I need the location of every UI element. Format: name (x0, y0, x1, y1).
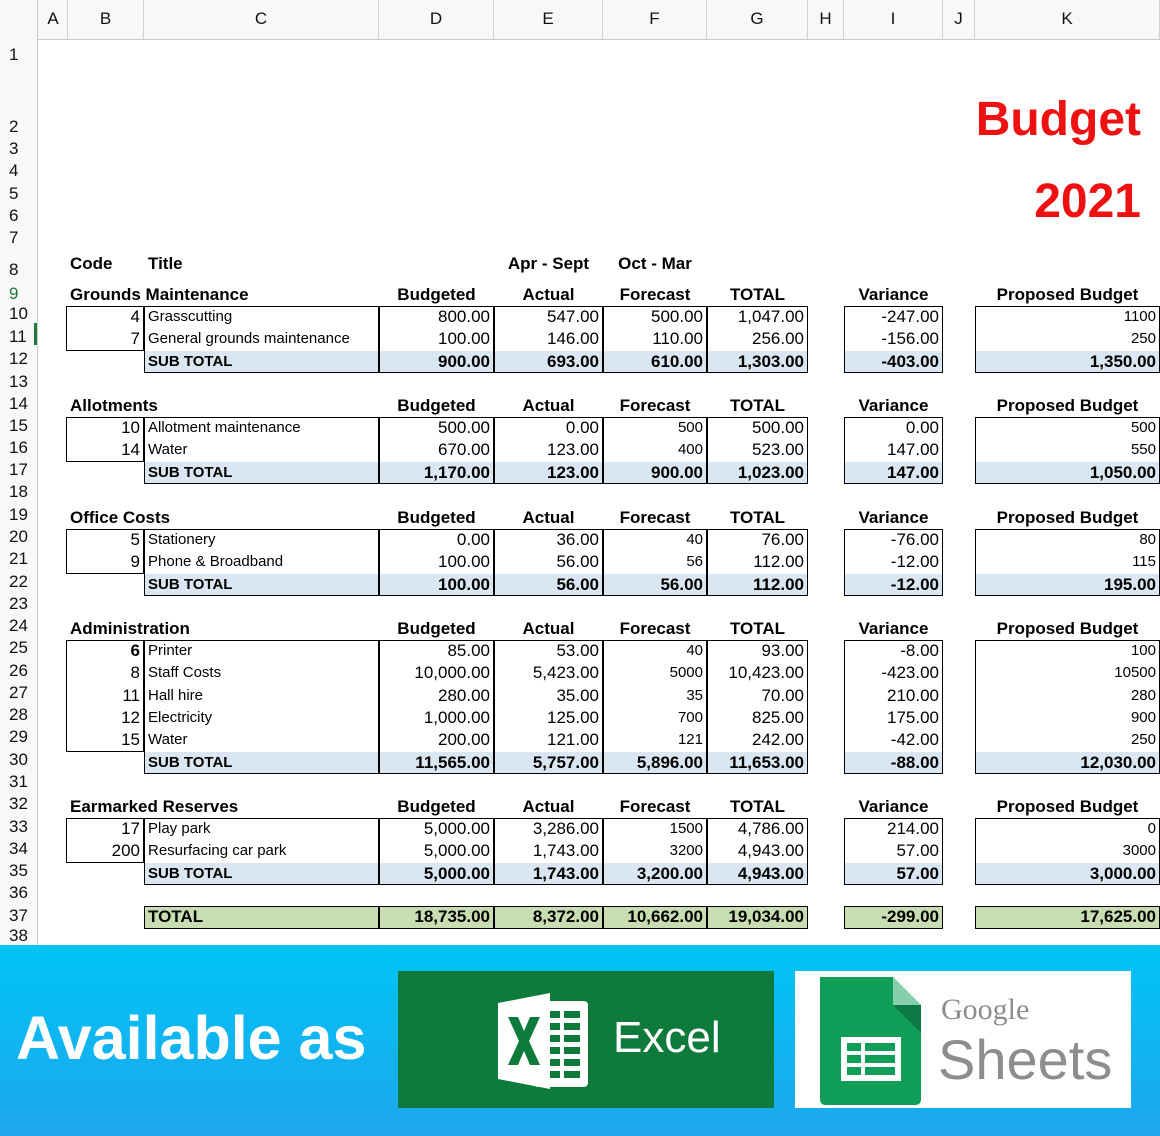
subtotal-label[interactable]: SUB TOTAL (148, 753, 233, 771)
column-header-j[interactable]: J (943, 0, 975, 40)
row-header-12[interactable]: 12 (9, 349, 28, 368)
row-header-33[interactable]: 33 (9, 817, 28, 836)
proposed-cell[interactable]: 250 (1130, 330, 1156, 348)
total-cell[interactable]: 76.00 (761, 530, 804, 549)
forecast-cell[interactable]: 40 (686, 531, 703, 548)
row-header-31[interactable]: 31 (9, 772, 28, 791)
column-header-f[interactable]: F (603, 0, 707, 40)
proposed-cell[interactable]: 1100 (1123, 308, 1156, 325)
excel-label: Excel (613, 1013, 721, 1062)
row-header-24[interactable]: 24 (9, 616, 28, 635)
total-cell[interactable]: 93.00 (761, 641, 804, 660)
row-header-32[interactable]: 32 (9, 794, 28, 813)
item-title[interactable]: Printer (148, 642, 193, 659)
section-title-office-costs[interactable]: Office Costs (70, 508, 171, 527)
proposed-cell[interactable]: 3000 (1122, 842, 1156, 860)
total-cell[interactable]: 242.00 (752, 730, 804, 750)
section-title-earmarked-reserves[interactable]: Earmarked Reserves (70, 797, 239, 816)
grand-total-label[interactable]: TOTAL (148, 907, 204, 926)
item-title[interactable]: Electricity (148, 708, 213, 726)
col-header-actual[interactable]: Actual (522, 619, 575, 638)
item-code[interactable]: 14 (121, 440, 140, 460)
row-header-26[interactable]: 26 (9, 661, 28, 680)
row-header-16[interactable]: 16 (9, 438, 28, 457)
col-header-budgeted[interactable]: Budgeted (397, 619, 476, 638)
subtotal-actual[interactable]: 5,757.00 (532, 752, 599, 772)
column-header-i[interactable]: I (844, 0, 943, 40)
col-header-proposed[interactable]: Proposed Budget (996, 619, 1139, 638)
subtotal-label[interactable]: SUB TOTAL (148, 352, 233, 370)
item-code[interactable]: 11 (122, 685, 140, 705)
item-title[interactable]: Phone & Broadband (148, 553, 284, 571)
forecast-cell[interactable]: 400 (677, 441, 703, 459)
row-header-3[interactable]: 3 (9, 139, 19, 158)
budgeted-cell[interactable]: 800.00 (438, 307, 490, 326)
grand-total-budgeted[interactable]: 18,735.00 (414, 907, 490, 926)
excel-badge[interactable] (398, 971, 774, 1108)
row-header-36[interactable]: 36 (9, 883, 28, 902)
item-title[interactable]: Staff Costs (148, 664, 222, 682)
subtotal-actual[interactable]: 123.00 (547, 462, 599, 482)
item-title[interactable]: Stationery (148, 531, 216, 548)
subtotal-label[interactable]: SUB TOTAL (148, 463, 233, 481)
title-header[interactable]: Title (148, 254, 183, 273)
col-header-total[interactable]: TOTAL (729, 285, 786, 304)
proposed-cell[interactable]: 10500 (1114, 664, 1156, 682)
row-header-21[interactable]: 21 (9, 549, 28, 568)
item-title[interactable]: Allotment maintenance (148, 419, 301, 436)
grand-total-forecast[interactable]: 10,662.00 (627, 907, 703, 926)
row-header-34[interactable]: 34 (9, 839, 28, 858)
row-header-13[interactable]: 13 (9, 372, 28, 391)
total-cell[interactable]: 70.00 (761, 685, 804, 705)
sheets-label: Sheets (938, 1028, 1113, 1091)
row-header-30[interactable]: 30 (9, 750, 28, 769)
subtotal-proposed[interactable]: 1,050.00 (1089, 462, 1156, 482)
select-all-corner[interactable] (0, 0, 38, 40)
subtotal-variance[interactable]: 147.00 (887, 462, 939, 482)
subtotal-forecast[interactable]: 5,896.00 (636, 752, 703, 772)
row-header-27[interactable]: 27 (9, 683, 28, 702)
variance-cell[interactable]: -76.00 (890, 530, 939, 549)
col-header-budgeted[interactable]: Budgeted (397, 508, 476, 527)
subtotal-budgeted[interactable]: 900.00 (438, 351, 490, 371)
column-header-bar (0, 0, 1160, 40)
total-cell[interactable]: 4,943.00 (737, 841, 804, 861)
column-header-b[interactable]: B (68, 0, 144, 40)
subtotal-forecast[interactable]: 3,200.00 (636, 863, 703, 883)
col-header-actual[interactable]: Actual (522, 396, 575, 415)
item-code[interactable]: 17 (121, 819, 140, 838)
subtotal-proposed[interactable]: 1,350.00 (1089, 351, 1156, 371)
subtotal-variance[interactable]: -88.00 (890, 752, 939, 772)
variance-cell[interactable]: 57.00 (896, 841, 939, 861)
total-cell[interactable]: 112.00 (753, 552, 804, 572)
col-header-forecast[interactable]: Forecast (619, 396, 691, 415)
proposed-cell[interactable]: 900 (1130, 708, 1156, 726)
proposed-cell[interactable]: 80 (1139, 531, 1156, 548)
row-header-29[interactable]: 29 (9, 727, 28, 746)
variance-cell[interactable]: -247.00 (881, 307, 939, 326)
section-title-administration[interactable]: Administration (70, 619, 190, 638)
actual-cell[interactable]: 1,743.00 (532, 841, 599, 861)
variance-cell[interactable]: 214.00 (887, 819, 939, 838)
proposed-cell[interactable]: 115 (1132, 553, 1156, 571)
item-code[interactable]: 15 (121, 730, 140, 750)
forecast-cell[interactable]: 1500 (669, 820, 703, 837)
forecast-cell[interactable]: 5000 (669, 664, 703, 682)
row-header-15[interactable]: 15 (9, 416, 28, 435)
row-header-22[interactable]: 22 (9, 572, 28, 591)
section-title-grounds-maintenance[interactable]: Grounds Maintenance (70, 285, 249, 304)
total-cell[interactable]: 523.00 (752, 440, 804, 460)
proposed-cell[interactable]: 280 (1130, 686, 1156, 704)
item-code[interactable]: 200 (111, 841, 140, 861)
variance-cell[interactable]: -423.00 (881, 663, 939, 683)
item-code[interactable]: 4 (130, 307, 140, 326)
row-header-37[interactable]: 37 (9, 906, 28, 925)
budgeted-cell[interactable]: 200.00 (438, 730, 490, 750)
forecast-cell[interactable]: 56 (686, 553, 703, 571)
promo-banner (0, 945, 1160, 1136)
col-header-forecast[interactable]: Forecast (619, 619, 691, 638)
total-cell[interactable]: 10,423.00 (728, 663, 804, 683)
actual-cell[interactable]: 121.00 (547, 730, 599, 750)
col-header-budgeted[interactable]: Budgeted (397, 797, 476, 816)
col-header-proposed[interactable]: Proposed Budget (996, 285, 1139, 304)
variance-cell[interactable]: -156.00 (881, 329, 939, 349)
subtotal-forecast[interactable]: 900.00 (651, 462, 703, 482)
col-header-forecast[interactable]: Forecast (619, 508, 691, 527)
row-header-11[interactable]: 11 (9, 327, 27, 346)
subtotal-proposed[interactable]: 3,000.00 (1089, 863, 1156, 883)
row-header-9[interactable]: 9 (9, 284, 19, 303)
subtotal-budgeted[interactable]: 100.00 (438, 574, 490, 594)
col-header-actual[interactable]: Actual (522, 285, 575, 304)
variance-cell[interactable]: 147.00 (887, 440, 939, 460)
title-year: 2021 (1034, 175, 1141, 228)
subtotal-budgeted[interactable]: 11,565.00 (415, 752, 490, 772)
budgeted-cell[interactable]: 1,000.00 (423, 707, 490, 727)
column-header-k[interactable]: K (975, 0, 1160, 40)
col-header-proposed[interactable]: Proposed Budget (996, 508, 1139, 527)
actual-cell[interactable]: 123.00 (547, 440, 599, 460)
col-header-variance[interactable]: Variance (858, 396, 929, 415)
budgeted-cell[interactable]: 5,000.00 (423, 841, 490, 861)
proposed-cell[interactable]: 0 (1147, 820, 1156, 837)
col-header-budgeted[interactable]: Budgeted (397, 396, 476, 415)
col-header-total[interactable]: TOTAL (729, 396, 786, 415)
row-header-7[interactable]: 7 (9, 228, 19, 247)
row-header-8[interactable]: 8 (9, 260, 19, 279)
variance-cell[interactable]: 175.00 (887, 707, 939, 727)
col-header-total[interactable]: TOTAL (729, 508, 786, 527)
subtotal-actual[interactable]: 1,743.00 (532, 863, 599, 883)
budgeted-cell[interactable]: 280.00 (438, 685, 490, 705)
item-code[interactable]: 10 (121, 418, 140, 437)
google-label: Google (941, 993, 1030, 1026)
subtotal-actual[interactable]: 56.00 (556, 574, 599, 594)
row-header-28[interactable]: 28 (9, 705, 28, 724)
col-header-variance[interactable]: Variance (858, 797, 929, 816)
item-title[interactable]: General grounds maintenance (148, 330, 350, 348)
variance-cell[interactable]: 0.00 (905, 418, 939, 437)
subtotal-total[interactable]: 1,023.00 (737, 462, 804, 482)
grand-total-total[interactable]: 19,034.00 (728, 907, 804, 926)
row-header-20[interactable]: 20 (9, 527, 28, 546)
item-code[interactable]: 5 (130, 530, 140, 549)
row-header-14[interactable]: 14 (9, 394, 28, 413)
actual-cell[interactable]: 36.00 (556, 530, 599, 549)
subtotal-total[interactable]: 11,653.00 (729, 752, 804, 772)
total-cell[interactable]: 1,047.00 (737, 307, 804, 326)
col-header-forecast[interactable]: Forecast (619, 285, 691, 304)
subtotal-forecast[interactable]: 610.00 (651, 351, 703, 371)
subtotal-label[interactable]: SUB TOTAL (148, 864, 233, 882)
subtotal-actual[interactable]: 693.00 (547, 351, 599, 371)
variance-cell[interactable]: 210.00 (887, 685, 939, 705)
col-header-budgeted[interactable]: Budgeted (397, 285, 476, 304)
row-header-bar (0, 40, 38, 945)
grand-total-actual[interactable]: 8,372.00 (532, 907, 599, 926)
actual-cell[interactable]: 56.00 (556, 552, 599, 572)
row-header-18[interactable]: 18 (9, 482, 28, 501)
total-cell[interactable]: 256.00 (752, 329, 804, 349)
row-header-1[interactable]: 1 (9, 45, 19, 64)
budgeted-cell[interactable]: 100.00 (438, 329, 490, 349)
item-title[interactable]: Water (148, 441, 188, 459)
item-code[interactable]: 6 (130, 641, 140, 660)
item-code[interactable]: 7 (130, 329, 140, 349)
subtotal-proposed[interactable]: 195.00 (1104, 574, 1156, 594)
apr-sept-header[interactable]: Apr - Sept (507, 254, 590, 273)
column-header-a[interactable]: A (39, 0, 68, 40)
col-header-actual[interactable]: Actual (522, 508, 575, 527)
row-header-2[interactable]: 2 (9, 117, 19, 136)
forecast-cell[interactable]: 3200 (669, 842, 703, 860)
budgeted-cell[interactable]: 85.00 (447, 641, 490, 660)
budgeted-cell[interactable]: 670.00 (438, 440, 490, 460)
item-code[interactable]: 12 (121, 707, 140, 727)
subtotal-proposed[interactable]: 12,030.00 (1080, 752, 1156, 772)
column-header-h[interactable]: H (808, 0, 844, 40)
column-header-c[interactable]: C (144, 0, 379, 40)
col-header-total[interactable]: TOTAL (729, 797, 786, 816)
item-title[interactable]: Resurfacing car park (148, 842, 287, 860)
row-header-6[interactable]: 6 (9, 206, 19, 225)
col-header-actual[interactable]: Actual (522, 797, 575, 816)
code-header[interactable]: Code (70, 254, 113, 273)
subtotal-variance[interactable]: 57.00 (896, 863, 939, 883)
row-header-25[interactable]: 25 (9, 638, 28, 657)
budgeted-cell[interactable]: 10,000.00 (414, 663, 490, 683)
actual-cell[interactable]: 146.00 (547, 329, 599, 349)
budgeted-cell[interactable]: 500.00 (438, 418, 490, 437)
column-header-g[interactable]: G (707, 0, 808, 40)
total-cell[interactable]: 500.00 (752, 418, 804, 437)
item-title[interactable]: Play park (148, 820, 211, 837)
col-header-proposed[interactable]: Proposed Budget (996, 396, 1139, 415)
subtotal-total[interactable]: 1,303.00 (737, 351, 804, 371)
col-header-total[interactable]: TOTAL (729, 619, 786, 638)
forecast-cell[interactable]: 35 (686, 686, 703, 704)
item-code[interactable]: 9 (130, 552, 140, 572)
section-title-allotments[interactable]: Allotments (70, 396, 158, 415)
col-header-forecast[interactable]: Forecast (619, 797, 691, 816)
variance-cell[interactable]: -42.00 (890, 730, 939, 750)
item-title[interactable]: Water (148, 731, 188, 749)
col-header-variance[interactable]: Variance (858, 285, 929, 304)
forecast-cell[interactable]: 121 (677, 731, 703, 749)
column-header-e[interactable]: E (494, 0, 603, 40)
row-header-23[interactable]: 23 (9, 594, 28, 613)
actual-cell[interactable]: 547.00 (547, 307, 599, 326)
forecast-cell[interactable]: 110.00 (652, 329, 703, 349)
grand-total-variance[interactable]: -299.00 (881, 907, 939, 926)
row-header-4[interactable]: 4 (9, 161, 19, 180)
google-sheets-badge[interactable] (795, 971, 1131, 1108)
item-title[interactable]: Grasscutting (148, 308, 233, 325)
budgeted-cell[interactable]: 100.00 (438, 552, 490, 572)
subtotal-budgeted[interactable]: 1,170.00 (423, 462, 490, 482)
subtotal-variance[interactable]: -403.00 (881, 351, 939, 371)
row-header-17[interactable]: 17 (9, 460, 28, 479)
proposed-cell[interactable]: 500 (1130, 419, 1156, 436)
row-header-19[interactable]: 19 (9, 505, 28, 524)
actual-cell[interactable]: 53.00 (556, 641, 599, 660)
column-header-d[interactable]: D (379, 0, 494, 40)
forecast-cell[interactable]: 500.00 (651, 307, 703, 326)
row-header-38[interactable]: 38 (9, 926, 28, 945)
row-header-35[interactable]: 35 (9, 861, 28, 880)
row-header-10[interactable]: 10 (9, 304, 28, 323)
subtotal-variance[interactable]: -12.00 (890, 574, 939, 594)
proposed-cell[interactable]: 550 (1130, 441, 1156, 459)
subtotal-budgeted[interactable]: 5,000.00 (423, 863, 490, 883)
row-header-5[interactable]: 5 (9, 184, 19, 203)
actual-cell[interactable]: 5,423.00 (532, 663, 599, 683)
budgeted-cell[interactable]: 0.00 (456, 530, 490, 549)
col-header-variance[interactable]: Variance (858, 508, 929, 527)
forecast-cell[interactable]: 40 (686, 642, 703, 659)
available-as-text: Available as (16, 1004, 367, 1072)
proposed-cell[interactable]: 100 (1130, 642, 1156, 659)
variance-cell[interactable]: -12.00 (890, 552, 939, 572)
grand-total-proposed[interactable]: 17,625.00 (1080, 907, 1156, 926)
actual-cell[interactable]: 3,286.00 (532, 819, 599, 838)
subtotal-total[interactable]: 4,943.00 (737, 863, 804, 883)
proposed-cell[interactable]: 250 (1130, 731, 1156, 749)
col-header-proposed[interactable]: Proposed Budget (996, 797, 1139, 816)
forecast-cell[interactable]: 500 (677, 419, 703, 436)
col-header-variance[interactable]: Variance (858, 619, 929, 638)
variance-cell[interactable]: -8.00 (900, 641, 939, 660)
budgeted-cell[interactable]: 5,000.00 (423, 819, 490, 838)
subtotal-label[interactable]: SUB TOTAL (148, 575, 233, 593)
total-cell[interactable]: 4,786.00 (737, 819, 804, 838)
actual-cell[interactable]: 35.00 (556, 685, 599, 705)
spreadsheet-grid[interactable] (39, 40, 1160, 945)
item-code[interactable]: 8 (130, 663, 140, 683)
subtotal-forecast[interactable]: 56.00 (660, 574, 703, 594)
total-cell[interactable]: 825.00 (752, 707, 804, 727)
item-title[interactable]: Hall hire (148, 686, 204, 704)
actual-cell[interactable]: 0.00 (565, 418, 599, 437)
oct-mar-header[interactable]: Oct - Mar (618, 254, 692, 273)
subtotal-total[interactable]: 112.00 (752, 574, 804, 594)
actual-cell[interactable]: 125.00 (547, 707, 599, 727)
forecast-cell[interactable]: 700 (677, 708, 703, 726)
title-budget: Budget (975, 93, 1141, 146)
